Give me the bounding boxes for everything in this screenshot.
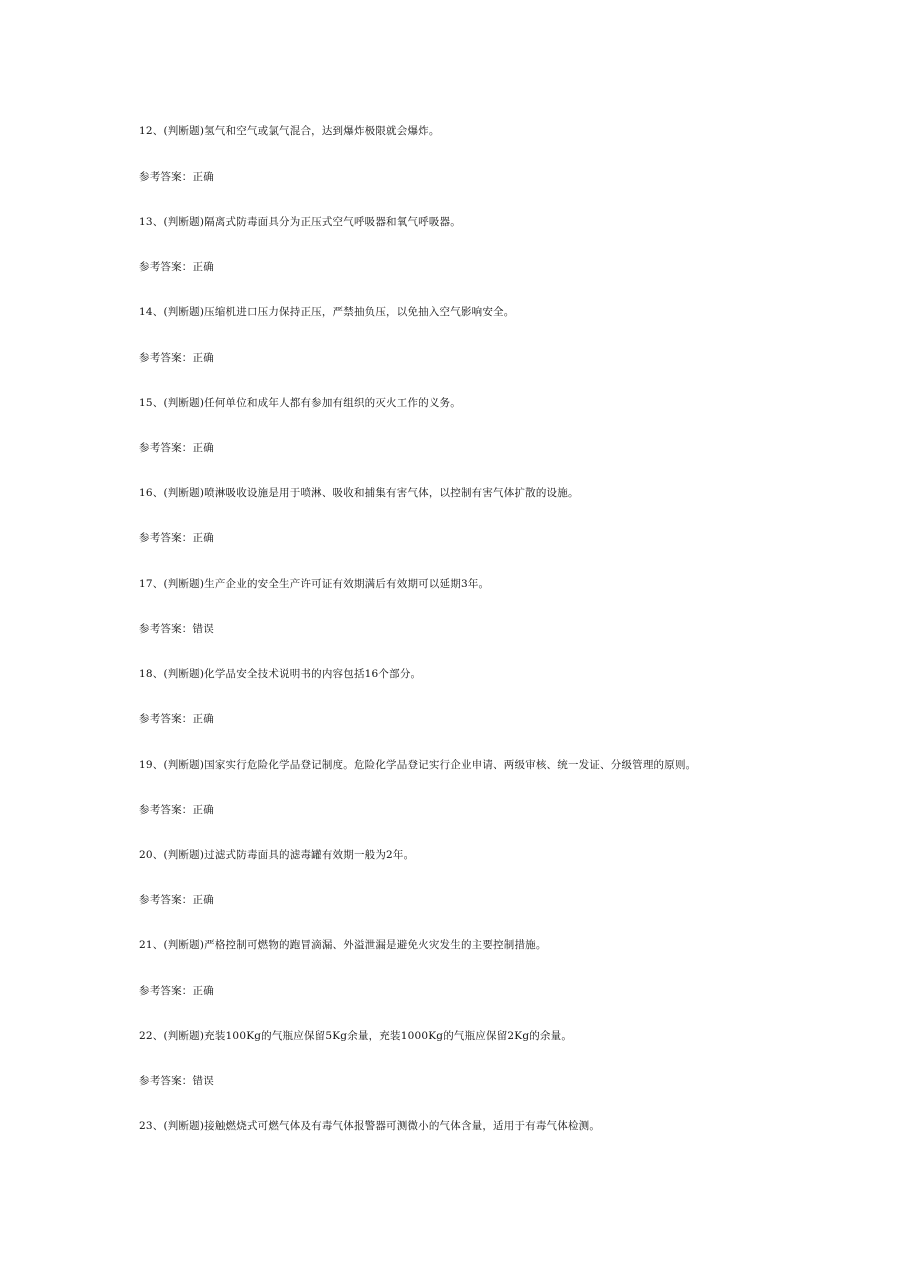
question-23: 23、(判断题)接触燃烧式可燃气体及有毒气体报警器可测微小的气体含量，适用于有毒气体检测。 <box>139 1120 601 1132</box>
answer-14: 参考答案：正确 <box>139 352 214 364</box>
question-18: 18、(判断题)化学品安全技术说明书的内容包括16个部分。 <box>139 668 422 680</box>
answer-21: 参考答案：正确 <box>139 985 214 997</box>
question-20: 20、(判断题)过滤式防毒面具的滤毒罐有效期一般为2年。 <box>139 849 415 861</box>
question-16: 16、(判断题)喷淋吸收设施是用于喷淋、吸收和捕集有害气体，以控制有害气体扩散的设施。 <box>139 487 579 499</box>
question-14: 14、(判断题)压缩机进口压力保持正压，严禁抽负压，以免抽入空气影响安全。 <box>139 306 515 318</box>
question-17: 17、(判断题)生产企业的安全生产许可证有效期满后有效期可以延期3年。 <box>139 578 490 590</box>
question-22: 22、(判断题)充装100Kg的气瓶应保留5Kg余量，充装1000Kg的气瓶应保留2Kg的余量。 <box>139 1030 573 1042</box>
answer-22: 参考答案：错误 <box>139 1075 214 1087</box>
question-13: 13、(判断题)隔离式防毒面具分为正压式空气呼吸器和氧气呼吸器。 <box>139 216 461 228</box>
question-19: 19、(判断题)国家实行危险化学品登记制度。危险化学品登记实行企业申请、两级审核、统一发证、分级管理的原则。 <box>139 759 697 771</box>
answer-13: 参考答案：正确 <box>139 261 214 273</box>
answer-20: 参考答案：正确 <box>139 894 214 906</box>
answer-15: 参考答案：正确 <box>139 442 214 454</box>
answer-18: 参考答案：正确 <box>139 713 214 725</box>
question-12: 12、(判断题)氢气和空气或氯气混合，达到爆炸极限就会爆炸。 <box>139 125 440 137</box>
question-21: 21、(判断题)严格控制可燃物的跑冒滴漏、外溢泄漏是避免火灾发生的主要控制措施。 <box>139 939 547 951</box>
answer-19: 参考答案：正确 <box>139 804 214 816</box>
answer-12: 参考答案：正确 <box>139 171 214 183</box>
question-15: 15、(判断题)任何单位和成年人都有参加有组织的灭火工作的义务。 <box>139 397 461 409</box>
answer-17: 参考答案：错误 <box>139 623 214 635</box>
answer-16: 参考答案：正确 <box>139 532 214 544</box>
